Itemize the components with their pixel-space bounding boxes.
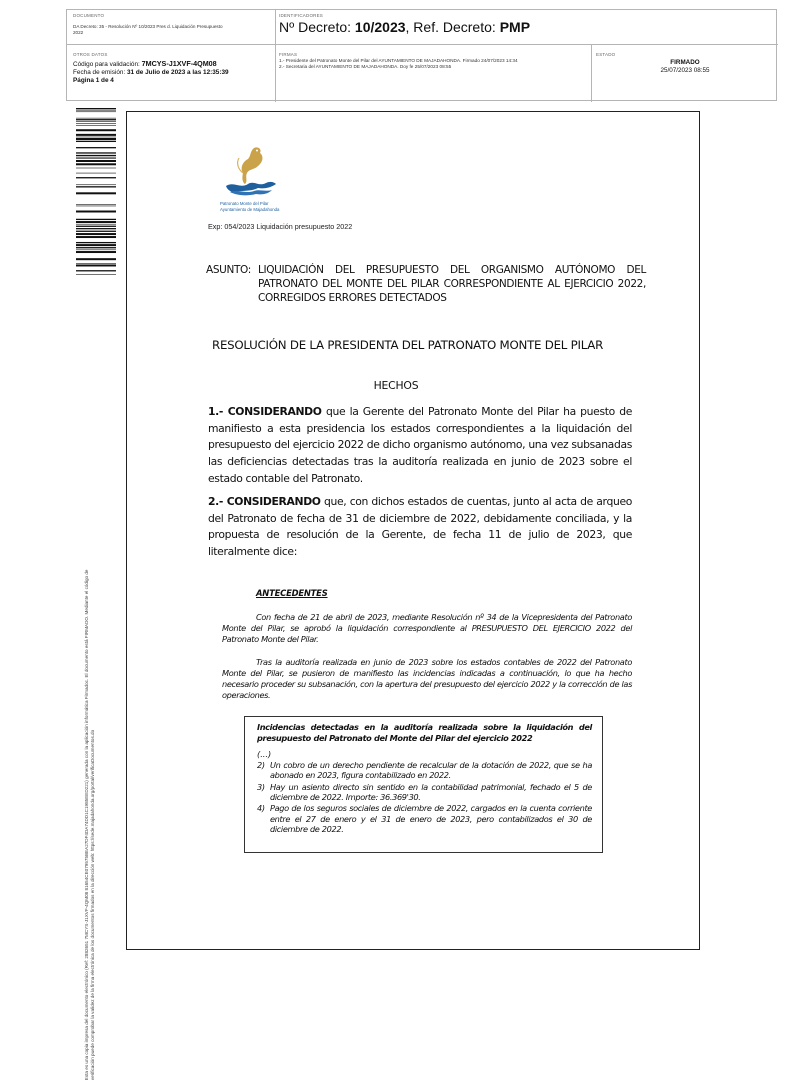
verification-side-text xyxy=(84,180,96,1080)
side-text-line-2: verificación puede comprobar la validez de la firma electrónica de los documentos firmados en la dirección web: https://sede.majadahonda.org/portal/verificaDocumentos.do xyxy=(90,729,95,1080)
incident-number: 4) xyxy=(257,803,265,814)
barcode-bar xyxy=(76,125,116,126)
barcode-bar xyxy=(76,173,116,174)
barcode-bar xyxy=(76,137,116,138)
barcode-bar xyxy=(76,108,116,109)
barcode-bar xyxy=(76,134,116,136)
header-status-cell xyxy=(592,45,778,102)
status-label: ESTADO xyxy=(596,52,616,57)
emission-date-line xyxy=(73,69,269,77)
validation-code: 7MCYS-J1XVF-4QM08 xyxy=(141,59,217,68)
incident-text: Hay un asiento directo sin sentido en la contabilidad patrimonial, fechado el 5 de diciembre de 2022. Importe: 36.369'30. xyxy=(270,781,592,802)
barcode-bar xyxy=(76,119,116,120)
side-text-line-1: Esta es una copia impresa del documento electrónico (Ref: 2882651 7MCYS-J1XVF-4QM08 81654CE079575BEA27DF4DA74DD1C1985EED221) generada con la aplicación informática Firmadoc. El documento está FIRMADO. Mediante el código de xyxy=(83,569,89,1080)
considerando-1-text: que la Gerente del Patronato Monte del Pilar ha puesto de manifiesto a esta presidencia los estados correspondientes a la liquidación del presupuesto del ejercicio 2022 de dicho organismo autónomo, una vez subsanadas las deficiencias detectadas tras la auditoría realizada en junio de 2023 sobre el estado contable del Patronato. xyxy=(208,405,632,485)
incident-item xyxy=(257,760,592,781)
emission-date: 31 de Julio de 2023 a las 12:35:39 xyxy=(127,69,229,76)
other-data-label: OTROS DATOS xyxy=(73,52,108,57)
waves-icon xyxy=(226,182,276,195)
antecedentes-paragraph-1: Con fecha de 21 de abril de 2023, mediante Resolución nº 34 de la Vicepresidenta del Patronato Monte del Pilar, se aprobó la liquidación correspondiente al PRESUPUESTO DEL EJERCICIO 2022 del Patronato Monte del Pilar. xyxy=(222,612,632,644)
barcode-bar xyxy=(76,177,116,178)
decree-number: 10/2023 xyxy=(354,19,406,35)
incidents-ellipsis: (...) xyxy=(257,749,272,760)
incident-item xyxy=(257,803,592,834)
barcode-bar xyxy=(76,168,116,169)
barcode-bar xyxy=(76,118,116,119)
logo-line-2: Ayuntamiento de Majadahonda xyxy=(220,207,280,212)
signature-2: 2.- Secretaria del AYUNTAMIENTO DE MAJADAHONDA. Doy fe 25/07/2023 08:55 xyxy=(279,64,452,70)
header-identifiers-cell xyxy=(276,10,778,45)
barcode-bar xyxy=(76,155,116,156)
barcode-bar xyxy=(76,141,116,142)
incident-text: Pago de los seguros sociales de diciembre de 2022, cargados en la cuenta corriente entre el 27 de enero y el 31 de enero de 2023, pero contabilizados el 30 de diciembre de 2022. xyxy=(270,803,592,835)
incident-text: Un cobro de un derecho pendiente de recalcular de la dotación de 2022, que se ha abonado en 2023, figura contabilizado en 2022. xyxy=(270,759,592,781)
considerando-2-label: 2.- CONSIDERANDO xyxy=(208,495,321,508)
expedient-reference: Exp: 054/2023 Liquidación presupuesto 2022 xyxy=(208,222,353,231)
document-label: DOCUMENTO xyxy=(73,13,105,18)
emission-prefix: Fecha de emisión: xyxy=(73,69,127,76)
incident-number: 3) xyxy=(257,781,265,792)
barcode-bar xyxy=(76,121,116,122)
decree-ref: PMP xyxy=(499,19,531,35)
decree-mid: , Ref. Decreto: xyxy=(405,19,500,35)
document-header-table xyxy=(66,9,777,101)
barcode-bar xyxy=(76,163,116,165)
facts-heading: HECHOS xyxy=(373,379,419,392)
logo-line-1: Patronato Monte del Pilar xyxy=(220,201,269,206)
document-description: DA Decreto: 35 - Resolución Nº 10/2023 Pres d. Liquidación Presupuesto 2022 xyxy=(73,24,223,35)
validation-prefix: Código para validación: xyxy=(73,61,142,68)
barcode-bar xyxy=(76,157,116,158)
incidents-title: Incidencias detectadas en la auditoría realizada sobre la liquidación del presupuesto del Patronato del Monte del Pilar del ejercicio 2022 xyxy=(257,722,592,743)
considerando-2 xyxy=(208,494,632,561)
subject-block xyxy=(206,264,646,305)
identifiers-label: IDENTIFICADORES xyxy=(279,13,324,18)
considerando-2-text: que, con dichos estados de cuentas, junto al acta de arqueo del Patronato de fecha de 31 de diciembre de 2022, debidamente conciliada, y la propuesta de resolución de la Gerente, de fecha 11 de julio de 2023, que literalmente dice: xyxy=(208,495,632,559)
incidents-box xyxy=(244,716,603,853)
barcode-bar xyxy=(76,111,116,112)
bird-figure-icon xyxy=(238,147,263,184)
status-date: 25/07/2023 08:55 xyxy=(660,67,710,74)
barcode-bar xyxy=(76,138,116,140)
decree-prefix: Nº Decreto: xyxy=(279,19,355,35)
header-document-cell xyxy=(67,10,276,45)
barcode-bar xyxy=(76,160,116,162)
considerando-1-label: 1.- CONSIDERANDO xyxy=(208,405,322,418)
page-info: Página 1 de 4 xyxy=(73,77,114,84)
decree-identifier xyxy=(279,19,775,35)
status-value: FIRMADO xyxy=(670,59,700,66)
subject-label: ASUNTO: xyxy=(206,264,251,276)
signatures-label: FIRMAS xyxy=(279,52,298,57)
header-signatures-cell xyxy=(276,45,592,102)
considerando-1 xyxy=(208,404,632,488)
barcode-bar xyxy=(76,158,116,159)
barcode-bar xyxy=(76,110,116,111)
signature-1: 1.- Presidente del Patronato Monte del Pilar del AYUNTAMIENTO DE MAJADAHONDA. Firmado 24/07/2023 14:34 xyxy=(279,58,518,63)
antecedentes-paragraph-2: Tras la auditoría realizada en junio de 2023 sobre los estados contables de 2022 del Patronato Monte del Pilar, se pusieron de manifiesto las incidencias indicadas a continuación, lo que ha hecho necesario proceder su subsanación, con la apertura del presupuesto del ejercicio 2022 y la corrección de las operaciones. xyxy=(222,657,632,700)
antecedentes-heading: ANTECEDENTES xyxy=(256,588,328,598)
barcode-bar xyxy=(76,152,116,153)
incident-number: 2) xyxy=(257,759,265,770)
barcode-bar xyxy=(76,123,116,124)
subject-text: LIQUIDACIÓN DEL PRESUPUESTO DEL ORGANISMO AUTÓNOMO DEL PATRONATO DEL MONTE DEL PILAR CORRESPONDIENTE AL EJERCICIO 2022, CORREGIDOS ERRORES DETECTADOS xyxy=(258,264,646,304)
resolution-title: RESOLUCIÓN DE LA PRESIDENTA DEL PATRONATO MONTE DEL PILAR xyxy=(212,338,604,352)
header-other-data-cell xyxy=(67,45,276,102)
barcode-bar xyxy=(76,129,116,131)
patronato-logo xyxy=(218,142,282,214)
incident-item xyxy=(257,782,592,803)
barcode-bar xyxy=(76,147,116,148)
validation-code-line xyxy=(73,60,269,69)
